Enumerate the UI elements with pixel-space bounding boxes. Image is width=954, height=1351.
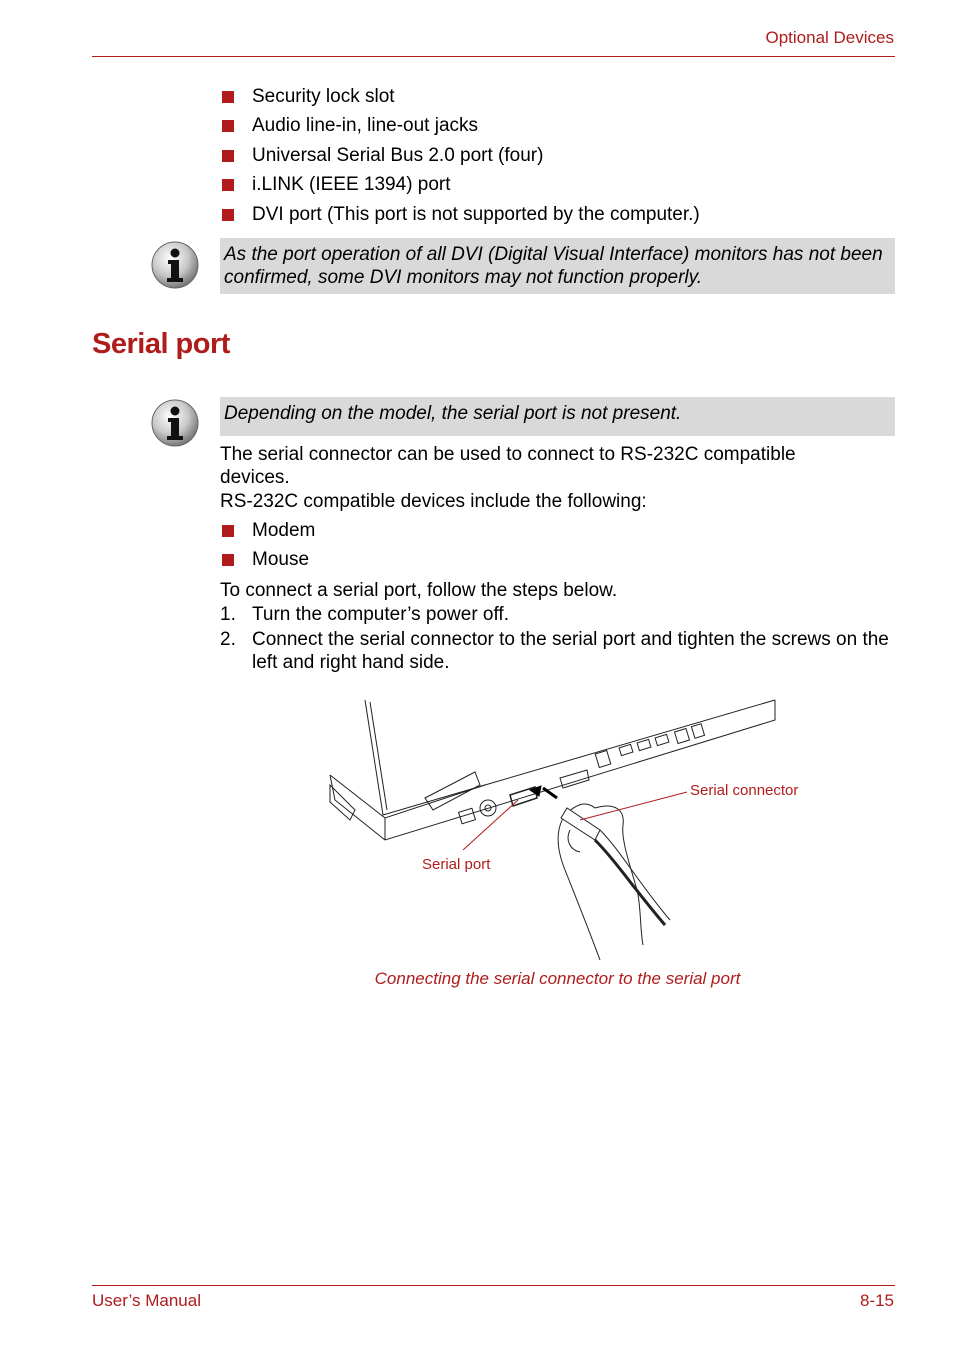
bullet-square-icon bbox=[222, 150, 234, 162]
list-item: i.LINK (IEEE 1394) port bbox=[222, 170, 700, 199]
list-item: Mouse bbox=[222, 545, 315, 574]
list-item: 1. Turn the computer’s power off. bbox=[220, 604, 509, 625]
steps-list bbox=[220, 603, 895, 676]
footer-rule bbox=[92, 1285, 895, 1286]
list-item: 2. Connect the serial connector to the serial port and tighten the screws on the left and right hand side. bbox=[220, 629, 889, 673]
devices-paragraph: RS-232C compatible devices include the following: bbox=[220, 491, 647, 512]
label-serial-port: Serial port bbox=[422, 856, 491, 873]
bullet-square-icon bbox=[222, 525, 234, 537]
bullet-square-icon bbox=[222, 120, 234, 132]
device-list bbox=[222, 516, 315, 575]
steps-intro: To connect a serial port, follow the steps below. bbox=[220, 580, 618, 601]
list-item: Universal Serial Bus 2.0 port (four) bbox=[222, 141, 700, 170]
info-icon bbox=[150, 240, 200, 290]
list-item: Modem bbox=[222, 516, 315, 545]
section-heading: Serial port bbox=[92, 328, 230, 360]
bullet-square-icon bbox=[222, 209, 234, 221]
list-item: Audio line-in, line-out jacks bbox=[222, 111, 700, 140]
feature-list bbox=[222, 82, 700, 229]
note-dvi: As the port operation of all DVI (Digital Visual Interface) monitors has not been confirmed, some DVI monitors may not function properly. bbox=[220, 238, 895, 294]
figure-caption: Connecting the serial connector to the serial port bbox=[374, 969, 741, 988]
intro-paragraph: The serial connector can be used to connect to RS-232C compatible devices. bbox=[220, 444, 796, 488]
bullet-square-icon bbox=[222, 554, 234, 566]
bullet-square-icon bbox=[222, 179, 234, 191]
bullet-square-icon bbox=[222, 91, 234, 103]
header-title: Optional Devices bbox=[765, 28, 894, 47]
label-serial-connector: Serial connector bbox=[690, 782, 799, 799]
note-model: Depending on the model, the serial port is not present. bbox=[220, 397, 895, 436]
header-rule bbox=[92, 56, 895, 57]
footer-manual-title: User’s Manual bbox=[92, 1291, 201, 1310]
info-icon bbox=[150, 398, 200, 448]
list-item: DVI port (This port is not supported by the computer.) bbox=[222, 200, 700, 229]
page-number: 8-15 bbox=[859, 1291, 894, 1310]
list-item: Security lock slot bbox=[222, 82, 700, 111]
serial-port-illustration bbox=[325, 690, 825, 970]
